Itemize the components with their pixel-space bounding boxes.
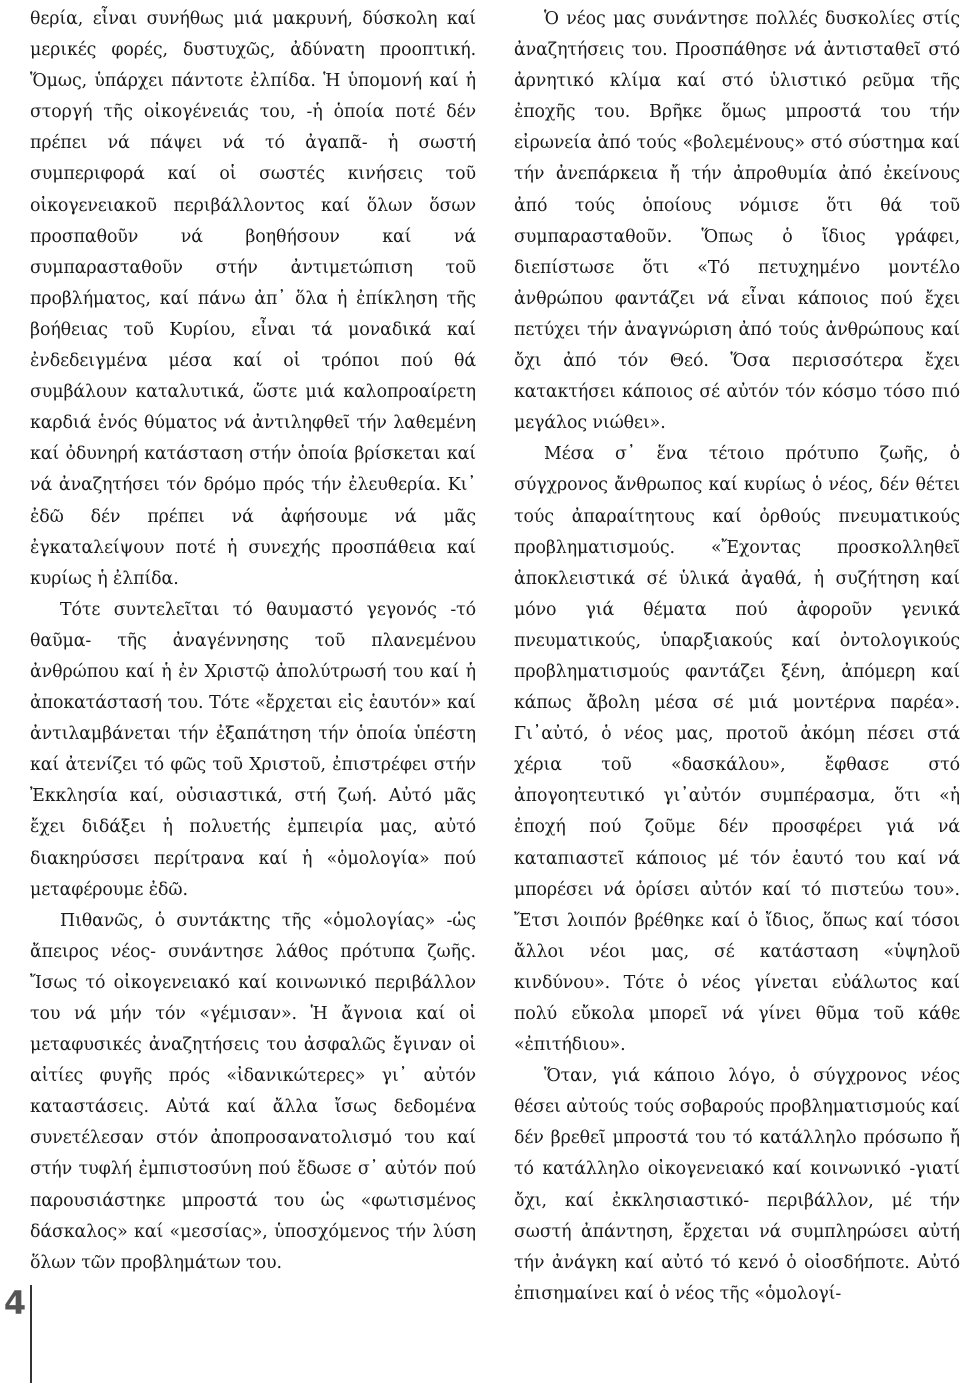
page-number-rule (30, 1285, 32, 1383)
left-column (30, 4, 476, 1279)
left-paragraph-2: Τότε συντελεῖται τό θαυμαστό γεγονός -τό θαῦμα- τῆς ἀναγέννησης τοῦ πλανεμένου ἀνθρώπου καί ἡ ἐν Χριστῷ ἀπολύτρωσή του καί ἡ ἀποκατάστασή του. Τότε «ἔρχεται εἰς ἑαυτόν» καί ἀντιλαμβάνεται τήν ἐξαπάτηση τήν ὁποία ὑπέστη καί ἀτενίζει τό φῶς τοῦ Χριστοῦ, ἐπιστρέφει στήν Ἐκκλησία καί, οὐσιαστικά, στή ζωή. Αὐτό μᾶς ἔχει διδάξει ἡ πολυετής ἐμπειρία μας, αὐτό διακηρύσσει περίτρανα καί ἡ «ὁμολογία» πού μεταφέρουμε ἐδῶ. (30, 599, 476, 900)
right-paragraph-3: Ὅταν, γιά κάποιο λόγο, ὁ σύγχρονος νέος θέσει αὐτούς τούς σοβαρούς προβληματισμούς καί δέν βρεθεῖ μπροστά του τό κατάλληλο πρόσωπο ἤ τό κατάλληλο οἰκογενειακό καί κοινωνικό -γιατί ὄχι, καί ἐκκλησιαστικό- περιβάλλον, μέ τήν σωστή ἀπάντηση, ἔρχεται νά συμπληρώσει αὐτή τήν ἀνάγκη καί αὐτό τό κενό ὁ οἰοσδήποτε. Αὐτό ἐπισημαίνει καί ὁ νέος τῆς «ὁμολογί- (514, 1066, 960, 1304)
left-paragraph-1: θερία, εἶναι συνήθως μιά μακρυνή, δύσκολη καί μερικές φορές, δυστυχῶς, ἀδύνατη προοπτική. Ὅμως, ὑπάρχει πάντοτε ἐλπίδα. Ἡ ὑπομονή καί ἡ στοργή τῆς οἰκογένειάς του, -ἡ ὁποία ποτέ δέν πρέπει νά πάψει νά τό ἀγαπᾶ- ἡ σωστή συμπεριφορά καί οἱ σωστές κινήσεις τοῦ οἰκογενειακοῦ περιβάλλοντος καί ὅλων ὅσων προσπαθοῦν νά βοηθήσουν καί νά συμπαρασταθοῦν στήν ἀντιμετώπιση τοῦ προβλήματος, καί πάνω ἀπ᾽ ὅλα ἡ ἐπίκληση τῆς βοήθειας τοῦ Κυρίου, εἶναι τά μοναδικά καί ἐνδεδειγμένα μέσα καί οἱ τρόποι πού θά συμβάλουν καταλυτικά, ὥστε μιά καλοπροαίρετη καρδιά ἑνός θύματος νά ἀντιληφθεῖ τήν λαθεμένη καί ὀδυνηρή κατάσταση στήν ὁποία βρίσκεται καί νά ἀναζητήσει τόν δρόμο πρός τήν ἐλευθερία. Κι᾽ ἐδῶ δέν πρέπει νά ἀφήσουμε νά μᾶς ἐγκαταλείψουν ποτέ ἡ συνεχής προσπάθεια καί κυρίως ἡ ἐλπίδα. (30, 9, 476, 589)
right-paragraph-2: Μέσα σ᾽ ἕνα τέτοιο πρότυπο ζωῆς, ὁ σύγχρονος ἄνθρωπος καί κυρίως ὁ νέος, δέν θέτει τούς ἀπαραίτητους καί ὀρθούς πνευματικούς προβληματισμούς. «Ἔχοντας προσκολληθεῖ ἀποκλειστικά σέ ὑλικά ἀγαθά, ἡ συζήτηση καί μόνο γιά θέματα πού ἀφοροῦν γενικά πνευματικούς, ὑπαρξιακούς καί ὀντολογικούς προβληματισμούς φαντάζει ξένη, ἀπόμερη καί κάπως ἄβολη μέσα σέ μιά μοντέρνα παρέα». Γι᾽αὐτό, ὁ νέος μας, προτοῦ ἀκόμη πέσει στά χέρια τοῦ «δασκάλου», ἔφθασε στό ἀπογοητευτικό γι᾽αὐτόν συμπέρασμα, ὅτι «ἡ ἐποχή πού ζοῦμε δέν προσφέρει γιά νά καταπιαστεῖ κάποιος μέ τόν ἑαυτό του καί νά μπορέσει νά ὁρίσει αὐτόν καί τό πιστεύω του». Ἔτσι λοιπόν βρέθηκε καί ὁ ἴδιος, ὅπως καί τόσοι ἄλλοι νέοι μας, σέ κατάσταση «ὑψηλοῦ κινδύνου». Τότε ὁ νέος γίνεται εὐάλωτος καί πολύ εὔκολα μπορεῖ νά γίνει θῦμα τοῦ κάθε «ἐπιτήδιου». (514, 444, 960, 1056)
right-paragraph-1: Ὁ νέος μας συνάντησε πολλές δυσκολίες στίς ἀναζητήσεις του. Προσπάθησε νά ἀντισταθεῖ στό ἀρνητικό κλίμα καί στό ὑλιστικό ρεῦμα τῆς ἐποχῆς του. Βρῆκε ὅμως μπροστά του τήν εἰρωνεία ἀπό τούς «βολεμένους» στό σύστημα καί τήν ἀνεπάρκεια ἤ τήν ἀπροθυμία ἀπό ἐκείνους ἀπό τούς ὁποίους νόμισε ὅτι θά τοῦ συμπαρασταθοῦν. Ὅπως ὁ ἴδιος γράφει, διεπίστωσε ὅτι «Τό πετυχημένο μοντέλο ἀνθρώπου φαντάζει νά εἶναι κάποιος πού ἔχει πετύχει τήν ἀναγνώριση ἀπό τούς ἀνθρώπους καί ὄχι ἀπό τόν Θεό. Ὅσα περισσότερα ἔχει κατακτήσει κάποιος σέ αὐτόν τόν κόσμο τόσο πιό μεγάλος νιώθει». (514, 9, 960, 434)
page-number: 4 (3, 1284, 27, 1322)
left-paragraph-3: Πιθανῶς, ὁ συντάκτης τῆς «ὁμολογίας» -ὡς ἄπειρος νέος- συνάντησε λάθος πρότυπα ζωῆς. Ἴσως τό οἰκογενειακό καί κοινωνικό περιβάλλον του νά μήν τόν «γέμισαν». Ἡ ἄγνοια καί οἱ μεταφυσικές ἀναζητήσεις του ἀσφαλῶς ἔγιναν οἱ αἰτίες φυγῆς πρός «ἰδανικώτερες» γι᾽ αὐτόν καταστάσεις. Αὐτά καί ἄλλα ἴσως δεδομένα συνετέλεσαν στόν ἀποπροσανατολισμό του καί στήν τυφλή ἐμπιστοσύνη πού ἔδωσε σ᾽ αὐτόν πού παρουσιάστηκε μπροστά του ὡς «φωτισμένος δάσκαλος» καί «μεσσίας», ὑποσχόμενος τήν λύση ὅλων τῶν προβλημάτων του. (30, 910, 476, 1273)
right-column (514, 4, 960, 1310)
